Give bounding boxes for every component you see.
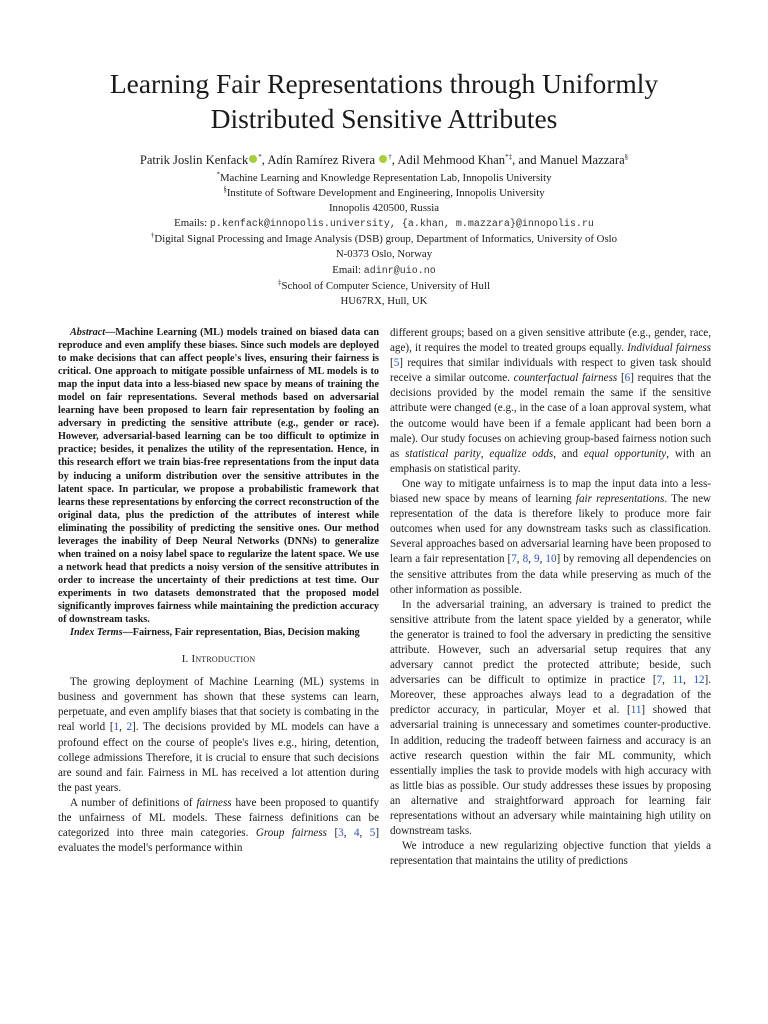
- paragraph: One way to mitigate unfairness is to map the input data into a less-biased new space by means of learning fair representations. The new representation of the data is therefore likely to produce more fair outcomes when used for any downstream tasks such as classification. Several approaches based on adversarial learning have been proposed to learn a fair representation [7, 8, 9, 10] by removing all dependencies on the sensitive attributes from the data while preserving as much of the other information as possible.: [390, 477, 712, 596]
- citation-link[interactable]: 11: [630, 704, 642, 717]
- email-address[interactable]: p.kenfack@innopolis.university, {a.khan, m.mazzara}@innopolis.ru: [209, 219, 594, 231]
- paragraph: We introduce a new regularizing objective function that yields a representation that maintains the utility of predictions: [390, 840, 711, 868]
- citation-link[interactable]: 8: [522, 553, 529, 566]
- citation-link[interactable]: 6: [624, 372, 631, 385]
- author-list: [40, 153, 728, 168]
- section-heading: I. Introduction: [181, 653, 256, 666]
- citation-link[interactable]: 4: [353, 827, 360, 840]
- citation-link[interactable]: 11: [672, 674, 684, 687]
- affiliation-line: HU67RX, Hull, UK: [340, 294, 428, 307]
- citation-link[interactable]: 12: [693, 674, 705, 687]
- index-terms: [58, 626, 379, 639]
- citation-link[interactable]: 2: [126, 721, 133, 734]
- citation-link[interactable]: 3: [338, 827, 344, 840]
- citation-link[interactable]: 7: [656, 674, 663, 687]
- left-column: [58, 326, 379, 856]
- orcid-icon[interactable]: [379, 155, 387, 163]
- citation-link[interactable]: 1: [113, 721, 120, 734]
- author-mark: *‡: [505, 152, 513, 161]
- citation-link[interactable]: 5: [369, 827, 376, 840]
- abstract-text: —Machine Learning (ML) models trained on biased data can reproduce and even amplify these biases. Since such models are deployed to make decisions that can affect people's lives, ensuring their fairness is critical. One approach to mitigate possible unfairness of ML models is to map the input data into a less-biased new space by means of training the model on fair representations. Several methods based on adversarial learning have been proposed to learn fair representation by fooling an adversary in predicting the sensitive attribute (e.g., gender or race). However, adversarial-based learning can be too difficult to optimize in practice; besides, it penalizes the utility of the representation. Hence, in this research effort we train bias-free representations from the input data by inducing a uniform distribution over the sensitive attributes in the latent space. In particular, we propose a probabilistic framework that learns these representations by enforcing the correct reconstruction of the original data, plus the prediction of the attributes of interest while eliminating the possibility of predicting the sensitive ones. Our method leverages the inability of Deep Neural Networks (DNNs) to generalize when trained on a noisy label space to regularize the latent space. We use a network head that predicts a noisy version of the sensitive attributes in order to increase the uncertainty of their predictions at test time. Our experiments in two datasets demonstrated that the proposed model significantly improves fairness while maintaining the prediction accuracy of downstream tasks.: [58, 327, 379, 626]
- affiliation-line: §Institute of Software Development and Engineering, Innopolis University: [223, 185, 545, 200]
- citation-link[interactable]: 5: [393, 357, 400, 370]
- affiliation-line: †Digital Signal Processing and Image Analysis (DSB) group, Department of Informatics, University of Oslo: [150, 231, 618, 246]
- paragraph: different groups; based on a given sensitive attribute (e.g., gender, race, age), it requires the model to treated groups equally. Individual fairness [5] requires that similar individuals with respect to given task should receive a similar outcome. counterfactual fairness [6] requires that the decisions provided by the model remain the same if the sensitive attribute were changed (e.g., in the case of a loan approval system, what the outcome would have been if a female applicant had been born a male). Our study focuses on achieving group-based fairness notion such as statistical parity, equalize odds, and equal opportunity, with an emphasis on statistical parity.: [390, 327, 712, 475]
- right-column: [390, 326, 711, 869]
- abstract-label: Abstract: [70, 327, 106, 338]
- orcid-icon[interactable]: [249, 155, 257, 163]
- affiliation-line: Innopolis 420500, Russia: [328, 202, 440, 215]
- index-terms-text: —Fairness, Fair representation, Bias, Decision making: [122, 627, 360, 639]
- paragraph: A number of definitions of fairness have been proposed to quantify the unfairness of ML models. These fairness definitions can be categorized into three main categories. Group fairness [3, 4, 5] evaluates the model's performance within: [58, 796, 380, 855]
- author-mark: §: [624, 152, 629, 161]
- author-mark: *: [258, 152, 262, 161]
- author-mark: †: [388, 152, 392, 161]
- citation-link[interactable]: 10: [545, 553, 557, 566]
- email-line: Emails: p.kenfack@innopolis.university, {a.khan, m.mazzara}@innopolis.ru: [174, 217, 594, 231]
- affiliation-line: ‡School of Computer Science, University of Hull: [278, 278, 490, 292]
- affiliation-line: N-0373 Oslo, Norway: [335, 248, 433, 261]
- author-name: , Adín Ramírez Rivera: [261, 153, 379, 167]
- title-line-2: Distributed Sensitive Attributes: [210, 103, 558, 134]
- paragraph: The growing deployment of Machine Learning (ML) systems in business and government has shown that these systems can learn, perpetuate, and even amplify biases that that society is combating in the real world [1, 2]. The decisions provided by ML models can have a profound effect on the course of people's lives e.g., hiring, detention, college admissions Therefore, it is crucial to ensure that such decisions are sound and fair. Fairness in ML has received a lot attention during the past years.: [58, 676, 380, 794]
- author-name: , Adil Mehmood Khan: [391, 153, 506, 167]
- abstract: [58, 326, 379, 626]
- email-address[interactable]: adinr@uio.no: [363, 265, 436, 277]
- author-name: Patrik Joslin Kenfack: [139, 153, 249, 167]
- citation-link[interactable]: 7: [511, 553, 517, 566]
- author-name: , and Manuel Mazzara: [512, 153, 625, 167]
- title-line-1: Learning Fair Representations through Uniformly: [109, 68, 659, 99]
- affiliation-line: *Machine Learning and Knowledge Representation Lab, Innopolis University: [216, 170, 552, 184]
- paragraph: In the adversarial training, an adversary is trained to predict the sensitive attribute from the latent space yielded by a generator, while the generator is trained to fool the adversary in predicting the sensitive attribute. However, such an adversarial setup requires that any adversary cannot predict the protected attribute; beside, such adversaries can be difficult to optimize in practice [7, 11, 12]. Moreover, these approaches always lead to a degradation of the predictor accuracy, in particular, Moyer et al. [11] showed that adversarial training is unnecessary and sometimes counter-productive. In addition, reducing the tradeoff between fairness and accuracy is an active research question within the fair ML community, which essentially implies the task to provide models with high accuracy with as little bias as possible. Our study addresses these issues by proposing an alternative and straightforward approach for learning fair representations without an adversary while maintaining high utility on downstream tasks.: [390, 598, 712, 838]
- citation-link[interactable]: 9: [534, 553, 540, 566]
- paper-title: [60, 66, 708, 136]
- email-line: Email: adinr@uio.no: [332, 263, 436, 277]
- affiliations: [40, 171, 728, 309]
- index-terms-label: Index Terms: [70, 627, 123, 639]
